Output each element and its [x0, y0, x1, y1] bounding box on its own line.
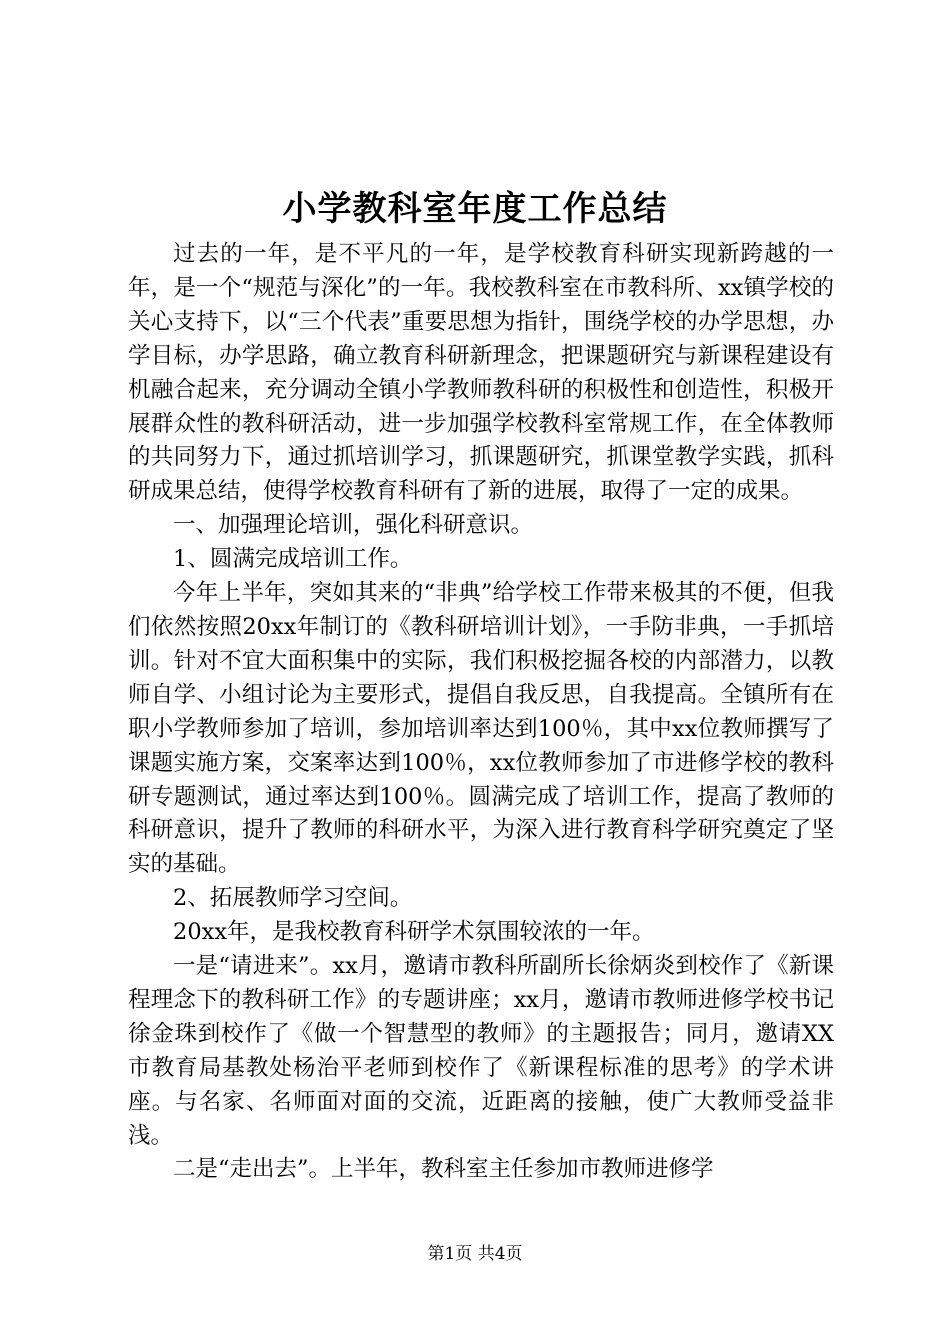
page-number-footer: 第1页 共4页: [427, 1244, 523, 1264]
heading-subsection-1: 1、圆满完成培训工作。: [173, 546, 413, 573]
heading-subsection-2: 2、拓展教师学习空间。: [173, 885, 413, 912]
paragraph-year-summary: 20xx年，是我校教育科研学术氛围较浓的一年。: [173, 919, 655, 946]
paragraph-training: 今年上半年，突如其来的“非典”给学校工作带来极其的不便，但我们依然按照20xx年制订的《教科研培训计划》，一手防非典，一手抓培训。针对不宜大面积集中的实际，我们积极挖掘各校的内部潜力，以教师自学、小组讨论为主要形式，提倡自我反思，自我提高。全镇所有在职小学教师参加了培训，参加培训率达到100％，其中xx位教师撰写了课题实施方案，交案率达到100％，xx位教师参加了市进修学校的教科研专题测试，通过率达到100％。圆满完成了培训工作，提高了教师的科研意识，提升了教师的科研水平，为深入进行教育科学研究奠定了坚实的基础。: [128, 580, 834, 878]
paragraph-go-out: 二是“走出去”。上半年，教科室主任参加市教师进修学: [173, 1156, 714, 1183]
heading-section-1: 一、加强理论培训，强化科研意识。: [173, 512, 534, 539]
document-body: [128, 238, 834, 1187]
document-title: 小学教科室年度工作总结: [282, 189, 668, 229]
paragraph-invite-in: 一是“请进来”。xx月，邀请市教科所副所长徐炳炎到校作了《新课程理念下的教科研工作》的专题讲座；xx月，邀请市教师进修学校书记徐金珠到校作了《做一个智慧型的教师》的主题报告；同月，邀请XX市教育局基教处杨治平老师到校作了《新课程标准的思考》的学术讲座。与名家、名师面对面的交流，近距离的接触，使广大教师受益非浅。: [128, 953, 834, 1149]
paragraph-intro: 过去的一年，是不平凡的一年，是学校教育科研实现新跨越的一年，是一个“规范与深化”的一年。我校教科室在市教科所、xx镇学校的关心支持下，以“三个代表”重要思想为指针，围绕学校的办学思想，办学目标，办学思路，确立教育科研新理念，把课题研究与新课程建设有机融合起来，充分调动全镇小学教师教科研的积极性和创造性，积极开展群众性的教科研活动，进一步加强学校教科室常规工作，在全体教师的共同努力下，通过抓培训学习，抓课题研究，抓课堂教学实践，抓科研成果总结，使得学校教育科研有了新的进展，取得了一定的成果。: [128, 241, 834, 505]
